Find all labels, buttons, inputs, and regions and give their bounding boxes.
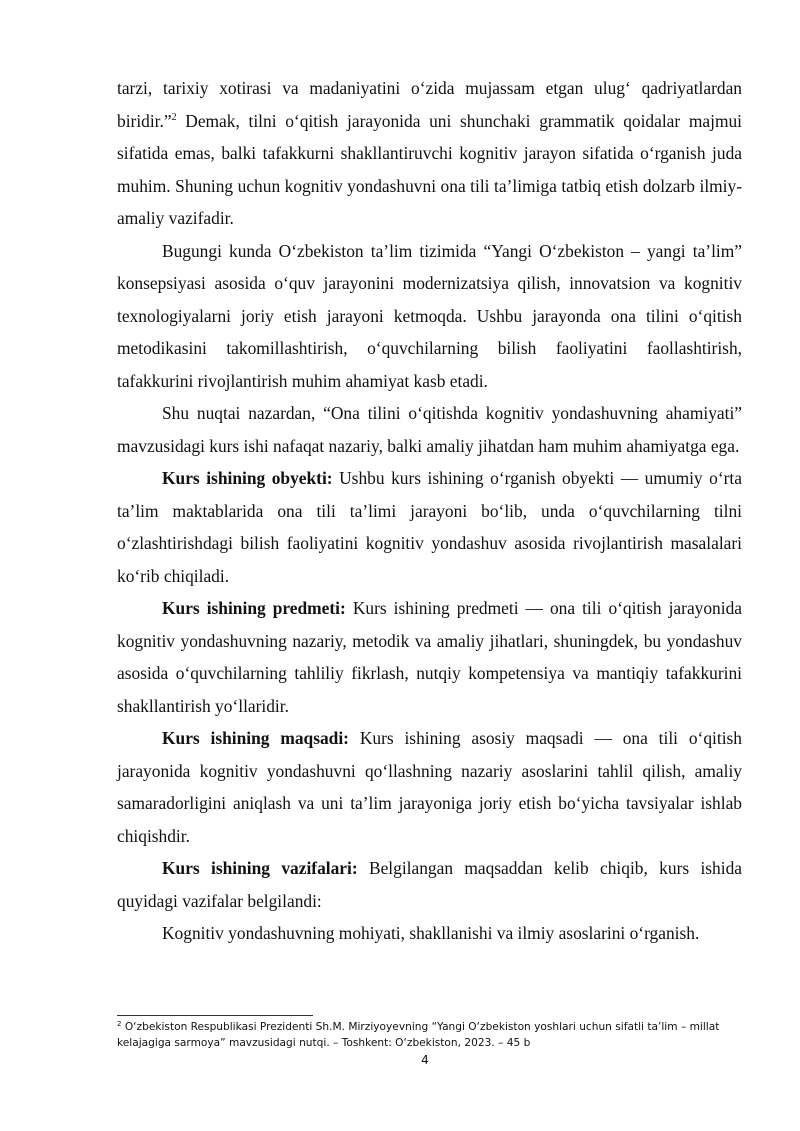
- paragraph-text: Demak, tilni o‘qitish jarayonida uni shunchaki grammatik qoidalar majmui sifatida emas, balki tafakkurni shakllantiruvchi kognitiv jarayon sifatida o‘rganish juda muhim. Shuning uchun kognitiv yondashuvni ona tili ta’limiga tatbiq etish dolzarb ilmiy-amaliy vazifadir.: [117, 110, 742, 228]
- paragraph-task-item: [117, 917, 742, 950]
- footnote: [117, 1019, 742, 1051]
- paragraph-object: [117, 462, 742, 592]
- footnote-text: O‘zbekiston Respublikasi Prezidenti Sh.M. Mirziyoyevning “Yangi O‘zbekiston yoshlari uchun sifatli ta’lim – millat kelajagiga sarmoya” mavzusidagi nutqi. – Toshkent: O‘zbekiston, 2023. – 45 b: [117, 1021, 720, 1049]
- paragraph-relevance: [117, 397, 742, 462]
- body-text: [117, 72, 742, 950]
- paragraph-text: Belgilangan maqsaddan kelib chiqib, kurs ishida quyidagi vazifalar belgilandi:: [117, 858, 742, 911]
- paragraph-text: tarzi, tarixiy xotirasi va madaniyatini o‘zida mujassam etgan ulug‘ qadriyatlardan biridir.”: [117, 78, 742, 131]
- footnote-reference[interactable]: 2: [171, 111, 177, 123]
- paragraph-current-situation: [117, 235, 742, 398]
- paragraph-text: Ushbu kurs ishining o‘rganish obyekti — umumiy o‘rta ta’lim maktablarida ona tili ta’limi jarayoni bo‘lib, unda o‘quvchilarning tilni o‘zlashtirishdagi bilish faoliyatini kognitiv yondashuv asosida rivojlantirish masalalari ko‘rib chiqiladi.: [117, 468, 742, 586]
- paragraph-text: Kurs ishining predmeti — ona tili o‘qitish jarayonida kognitiv yondashuvning nazariy, metodik va amaliy jihatlari, shuningdek, bu yondashuv asosida o‘quvchilarning tahliliy fikrlash, nutqiy kompetensiya va mantiqiy tafakkurini shakllantirish yo‘llaridir.: [117, 598, 742, 716]
- footnote-mark: 2: [117, 1020, 122, 1028]
- paragraph-text: Bugungi kunda O‘zbekiston ta’lim tizimida “Yangi O‘zbekiston – yangi ta’lim” konsepsiyasi asosida o‘quv jarayonini modernizatsiya qilish, innovatsion va kognitiv texnologiyalarni joriy etish jarayoni ketmoqda. Ushbu jarayonda ona tilini o‘qitish metodikasini takomillashtirish, o‘quvchilarning bilish faoliyatini faollashtirish, tafakkurini rivojlantirish muhim ahamiyat kasb etadi.: [117, 240, 742, 391]
- section-label-subject: Kurs ishining predmeti:: [162, 598, 346, 618]
- paragraph-text: Kurs ishining asosiy maqsadi — ona tili o‘qitish jarayonida kognitiv yondashuvni qo‘llashning nazariy asoslarini tahlil qilish, amaliy samaradorligini aniqlash va uni ta’lim jarayoniga joriy etish bo‘yicha tavsiyalar ishlab chiqishdir.: [117, 728, 742, 846]
- page-number: 4: [421, 1053, 429, 1067]
- paragraph-tasks: [117, 852, 742, 917]
- paragraph-continuation: [117, 72, 742, 235]
- footnote-separator: [117, 1015, 313, 1016]
- paragraph-goal: [117, 722, 742, 852]
- section-label-object: Kurs ishining obyekti:: [162, 468, 333, 488]
- paragraph-text: Shu nuqtai nazardan, “Ona tilini o‘qitishda kognitiv yondashuvning ahamiyati” mavzusidagi kurs ishi nafaqat nazariy, balki amaliy jihatdan ham muhim ahamiyatga ega.: [117, 403, 742, 456]
- section-label-goal: Kurs ishining maqsadi:: [162, 728, 349, 748]
- paragraph-text: Kognitiv yondashuvning mohiyati, shakllanishi va ilmiy asoslarini o‘rganish.: [162, 923, 700, 943]
- paragraph-subject: [117, 592, 742, 722]
- section-label-tasks: Kurs ishining vazifalari:: [162, 858, 358, 878]
